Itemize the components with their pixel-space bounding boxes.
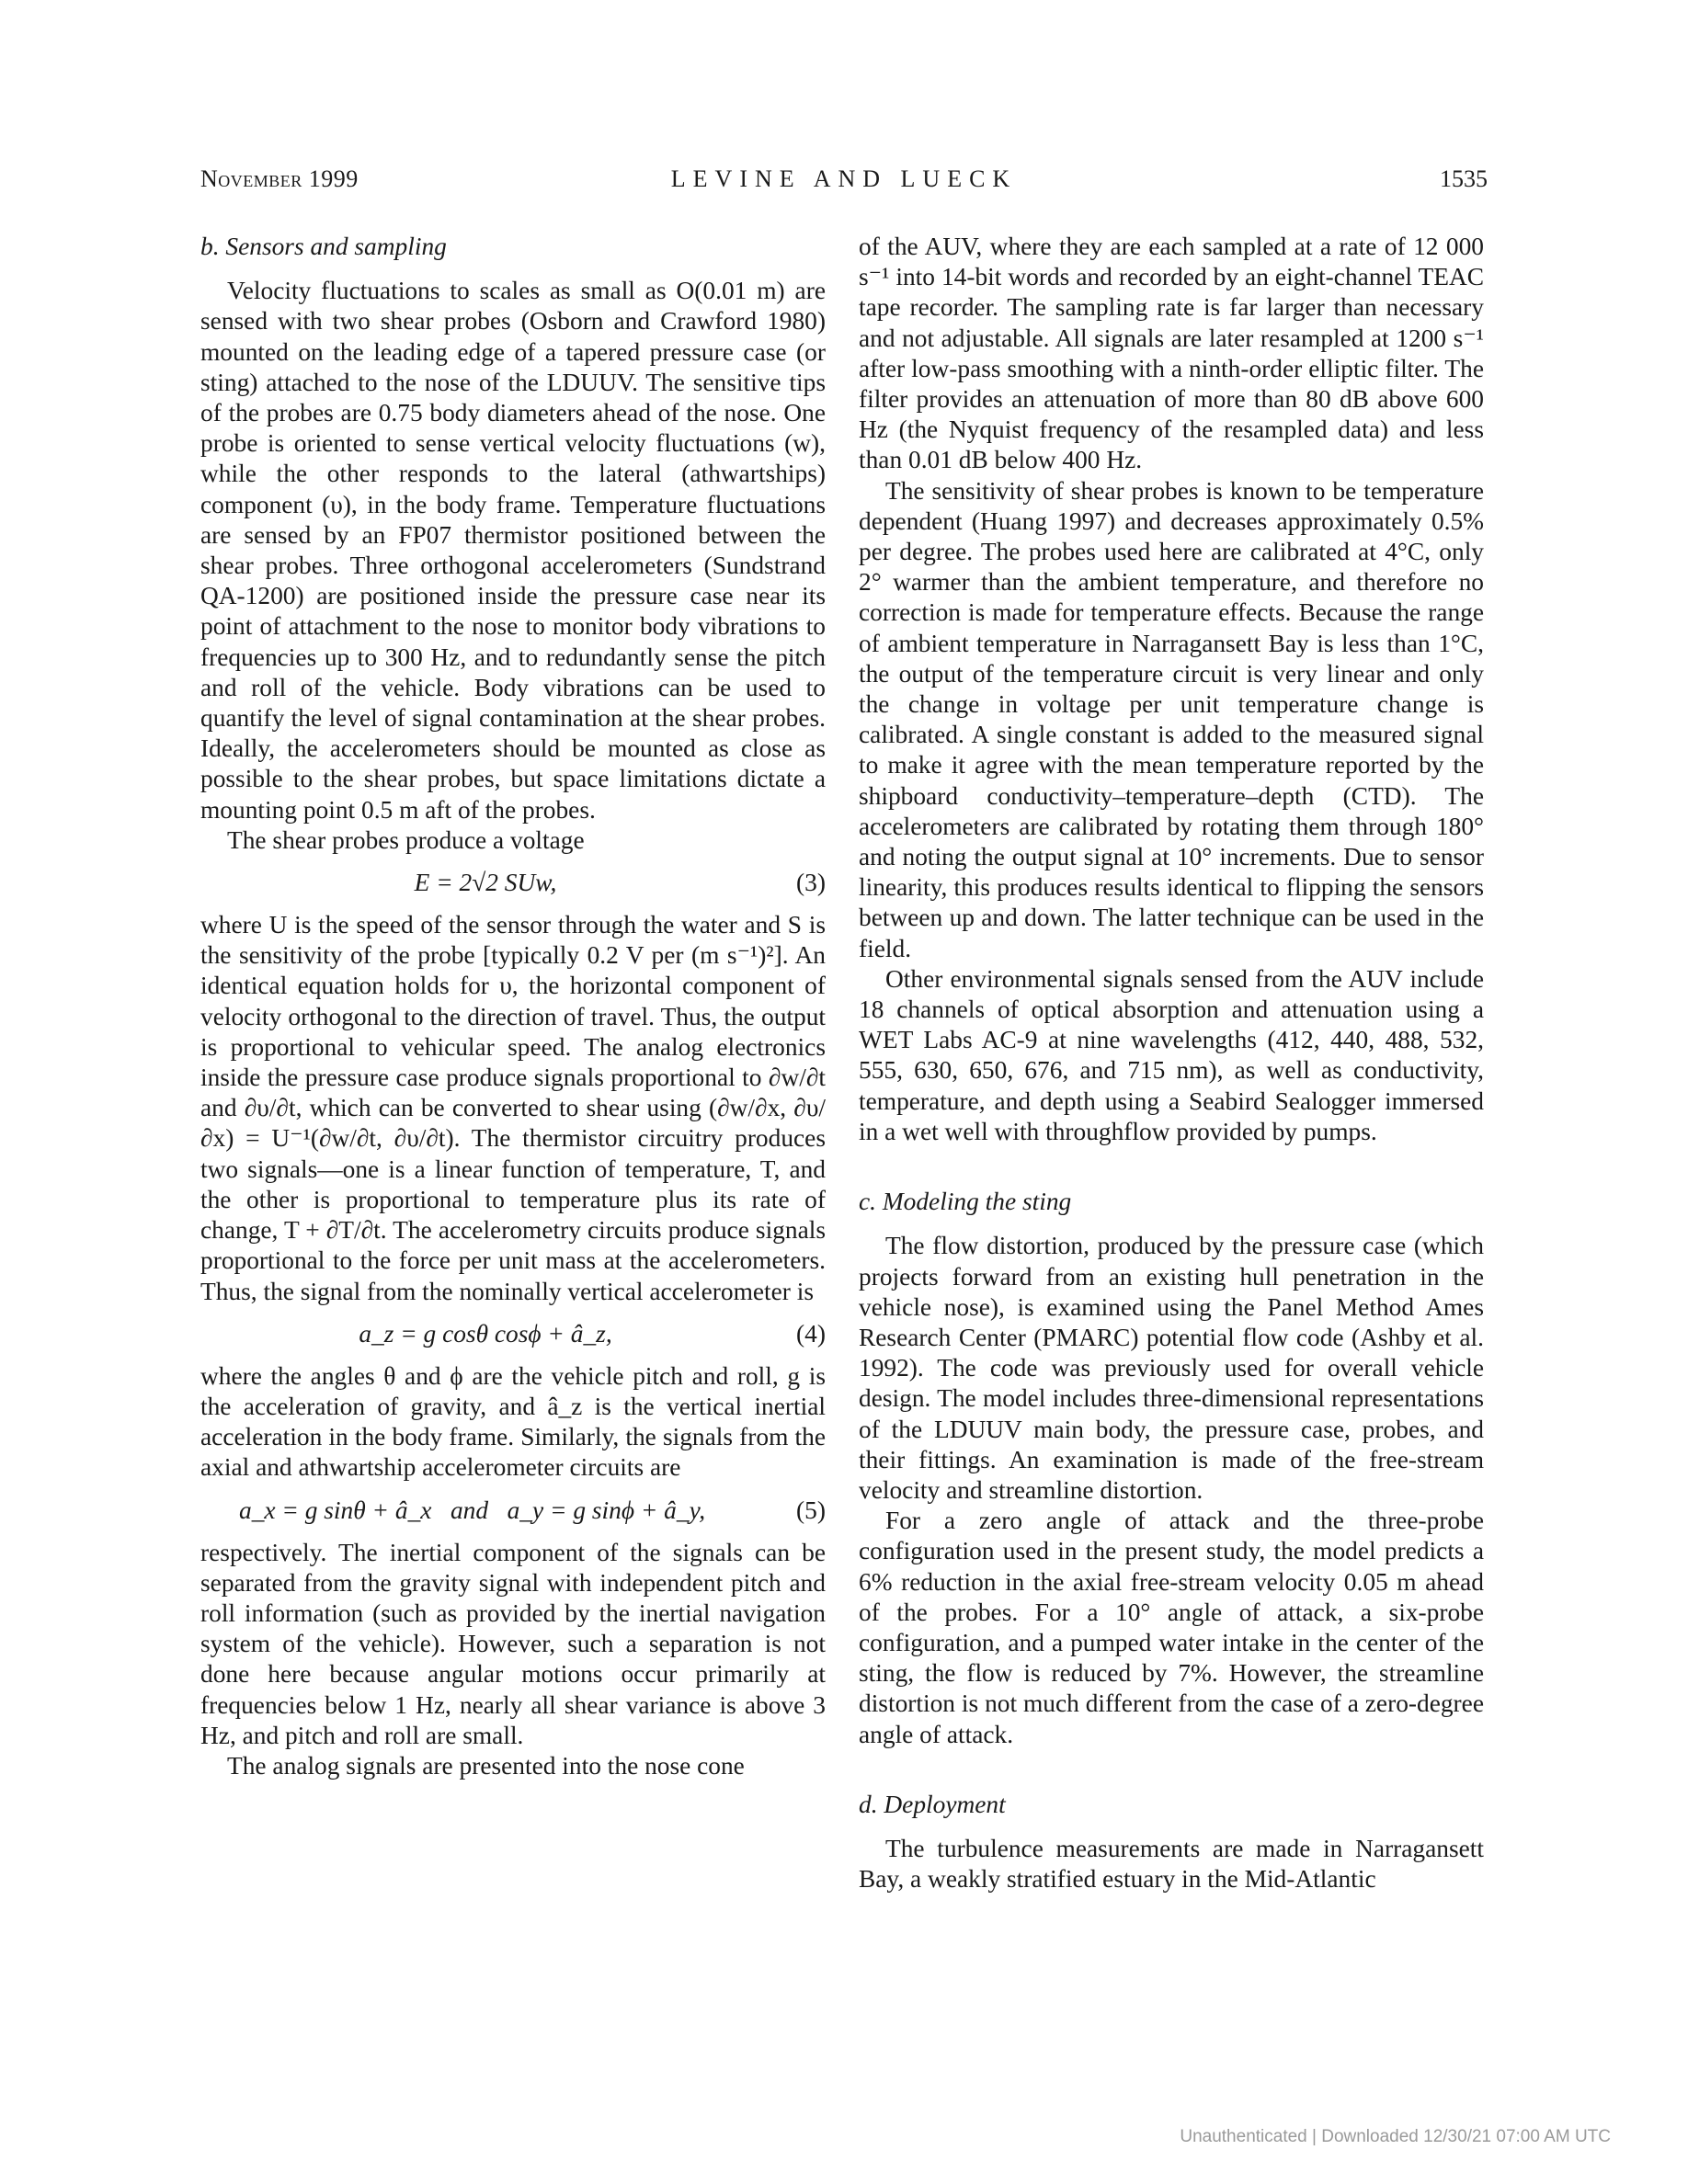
section-c-heading: c. Modeling the sting [859,1188,1072,1216]
download-footer: Unauthenticated | Downloaded 12/30/21 07:00 AM UTC [1180,2127,1611,2146]
paragraph-inertial: respectively. The inertial component of the signals can be separated from the gravity signal with independent pitch and roll information (such as provided by the inertial navigation system of the vehicle). However, such a separation is not done here because angular motions occur primarily at frequencies below 1 Hz, nearly all shear variance is above 3 Hz, and pitch and roll are small. [200,1538,826,1749]
paragraph-sensor-speed: where U is the speed of the sensor through the water and S is the sensitivity of the probe [typically 0.2 V per (m s⁻¹)²]. An identical equation holds for υ, the horizontal component of velocity orthogonal to the direction of travel. Thus, the output is proportional to vehicular speed. The analog electronics inside the pressure case produce signals proportional to ∂w/∂t and ∂υ/∂t, which can be converted to shear using (∂w/∂x, ∂υ/∂x) = U⁻¹(∂w/∂t, ∂υ/∂t). The thermistor circuitry produces two signals—one is a linear function of temperature, T, and the other is proportional to temperature plus its rate of change, T + ∂T/∂t. The accelerometry circuits produce signals proportional to the force per unit mass at the accelerometers. Thus, the signal from the nominally vertical accelerometer is [200,911,826,1305]
paragraph-flow-distortion: The flow distortion, produced by the pressure case (which projects forward from an existing hull penetration in the vehicle nose), is examined using the Panel Method Ames Research Center (PMARC) potential flow code (Ashby et al. 1992). The code was previously used for overall vehicle design. The model includes three-dimensional representations of the LDUUV main body, the pressure case, probes, and their fittings. An examination is made of the free-stream velocity and streamline distortion. [859,1232,1484,1504]
paragraph-analog-signals: The analog signals are presented into the nose cone [227,1751,745,1780]
header-date: November 1999 [200,165,359,192]
equation-5 [200,1496,826,1526]
paragraph-pitch-roll: where the angles θ and ϕ are the vehicle pitch and roll, g is the acceleration of gravity, and â_z is the vertical inertial acceleration in the body frame. Similarly, the signals from the axial and athwartship accelerometer circuits are [200,1361,826,1482]
paragraph-shear-voltage: The shear probes produce a voltage [227,825,585,854]
equation-5-number: (5) [796,1496,826,1524]
left-column [200,232,826,1781]
right-column [859,232,1484,1894]
equation-5-body: a_x = g sinθ + â_x and a_y = g sinϕ + â_y, [239,1496,706,1524]
running-header [200,165,1488,202]
equation-4 [200,1319,826,1349]
paragraph-deployment: The turbulence measurements are made in Narragansett Bay, a weakly stratified estuary in the Mid-Atlantic [859,1834,1484,1894]
paragraph-sampling: of the AUV, where they are each sampled at a rate of 12 000 s⁻¹ into 14-bit words and recorded by an eight-channel TEAC tape recorder. The sampling rate is far larger than necessary and not adjustable. All signals are later resampled at 1200 s⁻¹ after low-pass smoothing with a ninth-order elliptic filter. The filter provides an attenuation of more than 80 dB above 600 Hz (the Nyquist frequency of the resampled data) and less than 0.01 dB below 400 Hz. [859,233,1484,474]
equation-4-body: a_z = g cosθ cosϕ + â_z, [359,1319,612,1348]
equation-4-number: (4) [796,1319,826,1348]
page-number: 1535 [1440,165,1488,192]
header-authors: LEVINE AND LUECK [670,165,1018,192]
paragraph-calibration: The sensitivity of shear probes is known to be temperature dependent (Huang 1997) and decreases approximately 0.5% per degree. The probes used here are calibrated at 4°C, only 2° warmer than the ambient temperature, and therefore no correction is made for temperature effects. Because the range of ambient temperature in Narragansett Bay is less than 1°C, the output of the temperature circuit is very linear and only the change in voltage per unit temperature change is calibrated. A single constant is added to the measured signal to make it agree with the mean temperature reported by the shipboard conductivity–temperature–depth (CTD). The accelerometers are calibrated by rotating them through 180° and noting the output signal at 10° increments. Due to sensor linearity, this produces results identical to flipping the sensors between up and down. The latter technique can be used in the field. [859,476,1484,962]
equation-3 [200,868,826,898]
paragraph-environmental: Other environmental signals sensed from the AUV include 18 channels of optical absorption and attenuation using a WET Labs AC-9 at nine wavelengths (412, 440, 488, 532, 555, 630, 650, 676, and 715 nm), as well as conductivity, temperature, and depth using a Seabird Sealogger immersed in a wet well with throughflow provided by pumps. [859,964,1484,1145]
equation-3-body: E = 2√2 SUw, [414,869,557,897]
equation-3-number: (3) [796,869,826,897]
section-b-heading: b. Sensors and sampling [200,233,447,260]
paragraph-angle-of-attack: For a zero angle of attack and the three-probe configuration used in the present study, the model predicts a 6% reduction in the axial free-stream velocity 0.05 m ahead of the probes. For a 10° angle of attack, a six-probe configuration, and a pumped water intake in the center of the sting, the flow is reduced by 7%. However, the streamline distortion is not much different from the case of a zero-degree angle of attack. [859,1507,1484,1748]
paragraph-sensors: Velocity fluctuations to scales as small as O(0.01 m) are sensed with two shear probes (Osborn and Crawford 1980) mounted on the leading edge of a tapered pressure case (or sting) attached to the nose of the LDUUV. The sensitive tips of the probes are 0.75 body diameters ahead of the nose. One probe is oriented to sense vertical velocity fluctuations (w), while the other responds to the lateral (athwartships) component (υ), in the body frame. Temperature fluctuations are sensed by an FP07 thermistor positioned between the shear probes. Three orthogonal accelerometers (Sundstrand QA-1200) are positioned inside the pressure case near its point of attachment to the nose to monitor body vibrations to frequencies up to 300 Hz, and to redundantly sense the pitch and roll of the vehicle. Body vibrations can be used to quantify the level of signal contamination at the shear probes. Ideally, the accelerometers should be mounted as close as possible to the shear probes, but space limitations dictate a mounting point 0.5 m aft of the probes. [200,277,826,824]
section-d-heading: d. Deployment [859,1790,1006,1818]
